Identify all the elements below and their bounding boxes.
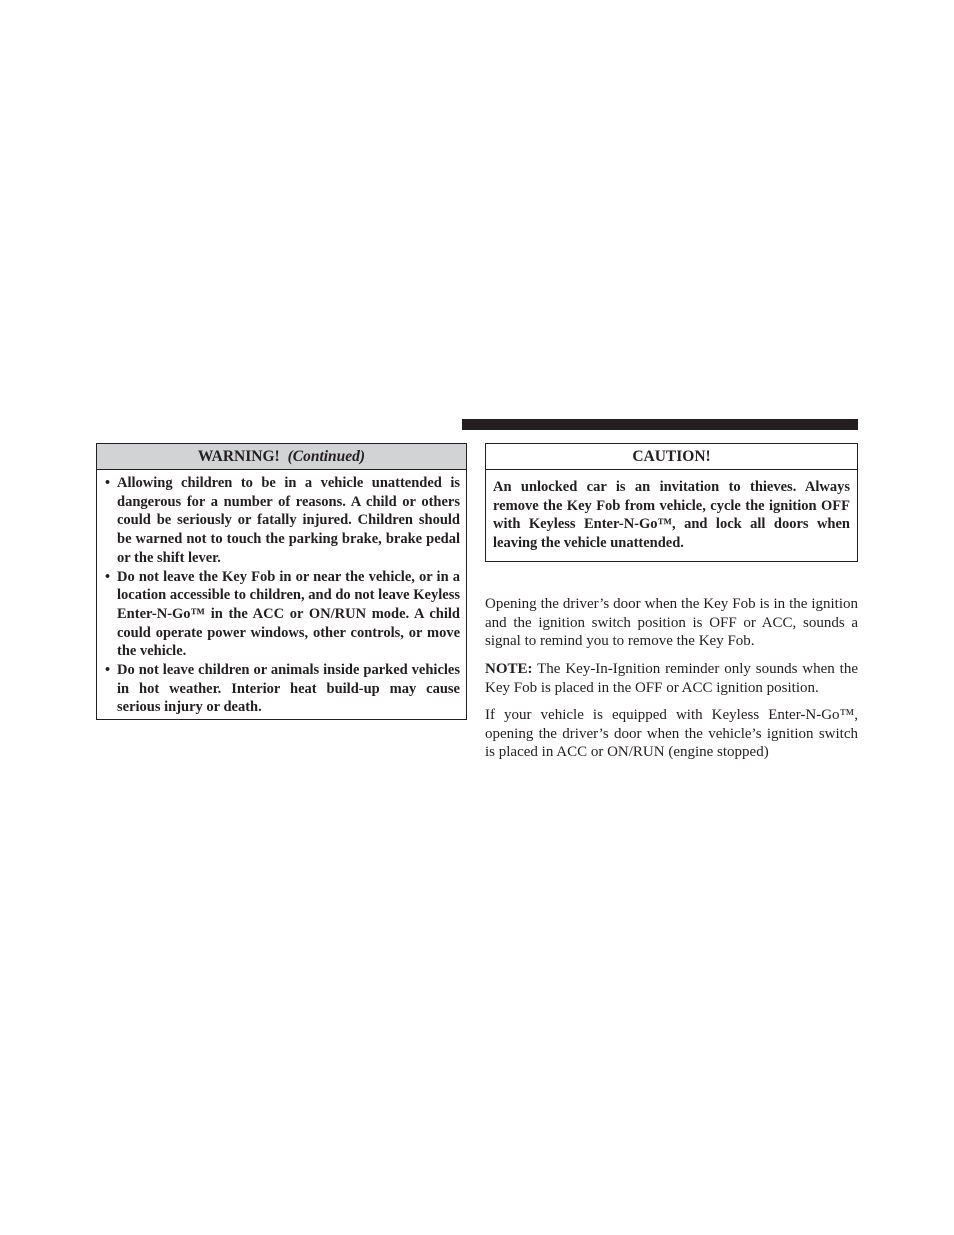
section-header-bar xyxy=(462,419,858,430)
warning-item xyxy=(105,474,460,568)
caution-body: An unlocked car is an invitation to thieves. Always remove the Key Fob from vehicle, cycle the ignition OFF with Keyless Enter-N-Go™, and lock all doors when leaving the vehicle unattended. xyxy=(493,479,850,552)
warning-continued-label: (Continued) xyxy=(287,448,366,465)
warning-item-text: Do not leave children or animals inside parked vehicles in hot weather. Interior heat build-up may cause serious injury or death. xyxy=(117,662,460,716)
warning-item xyxy=(105,661,460,717)
note-text: The Key-In-Ignition reminder only sounds when the Key Fob is placed in the OFF or ACC ignition position. xyxy=(485,661,858,696)
warning-item-text: Allowing children to be in a vehicle unattended is dangerous for a number of reasons. A child or others could be seriously or fatally injured. Children should be warned not to touch the parking brake, brake pedal or the shift lever. xyxy=(117,475,460,566)
warning-item-text: Do not leave the Key Fob in or near the vehicle, or in a location accessible to children, and do not leave Keyless Enter-N-Go™ in the ACC or ON/RUN mode. A child could operate power windows, other controls, or move the vehicle. xyxy=(117,568,460,660)
warning-item xyxy=(105,568,460,662)
keyless-paragraph: If your vehicle is equipped with Keyless Enter-N-Go™, opening the driver’s door when the vehicle’s ignition switch is placed in ACC or ON/RUN (engine stopped) xyxy=(485,707,858,761)
note-label: NOTE: xyxy=(485,661,533,677)
caution-title: CAUTION! xyxy=(486,444,857,470)
caution-box xyxy=(485,443,858,562)
warning-header xyxy=(97,444,466,470)
bullet-icon: • xyxy=(105,475,111,491)
warning-title: WARNING! xyxy=(197,448,280,465)
bullet-icon: • xyxy=(105,568,111,585)
warning-box xyxy=(96,443,467,720)
note-paragraph xyxy=(485,660,858,697)
bullet-icon: • xyxy=(105,662,111,679)
key-reminder-paragraph: Opening the driver’s door when the Key Fob is in the ignition and the ignition switch position is OFF or ACC, sounds a signal to remind you to remove the Key Fob. xyxy=(485,596,858,650)
warning-list xyxy=(97,470,466,717)
